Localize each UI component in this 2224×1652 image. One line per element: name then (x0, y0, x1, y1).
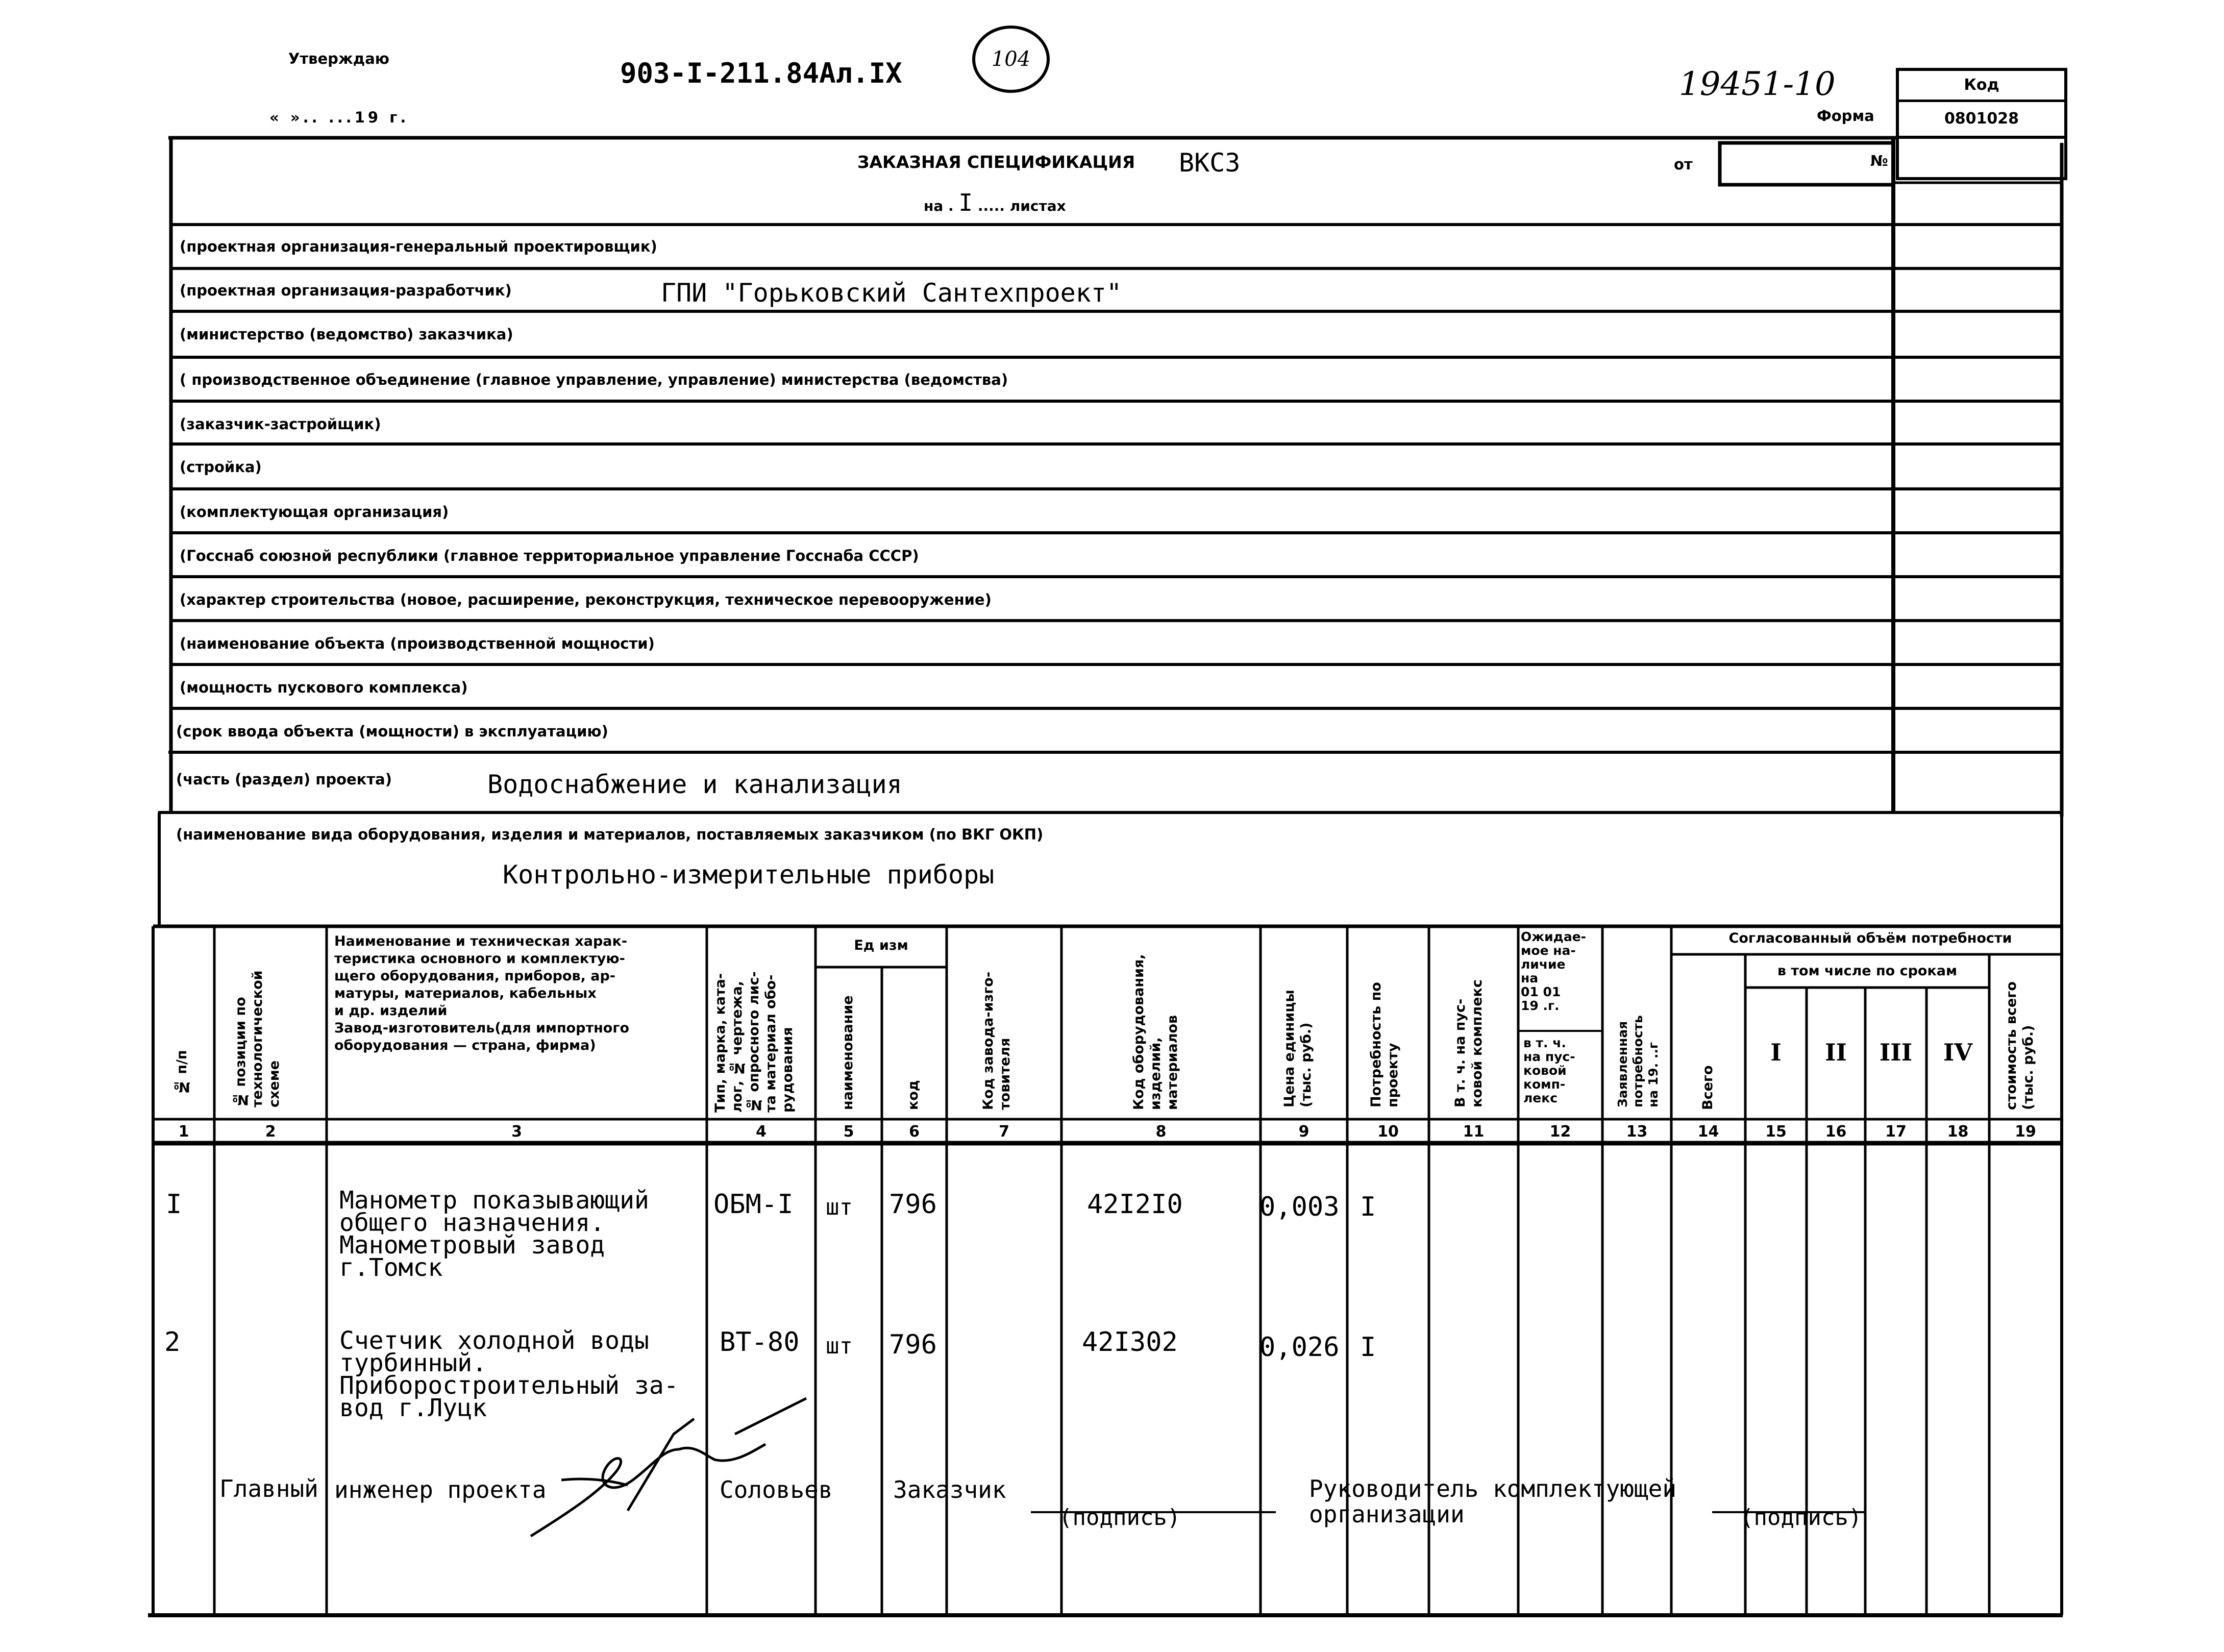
row-price: 0,026 (1259, 1332, 1340, 1363)
row-number: 2 (164, 1327, 181, 1358)
info-value-project-part: Водоснабжение и канализация (487, 770, 902, 799)
info-label-developer: (проектная организация-разработчик) (180, 282, 512, 299)
head-signature-caption: (подпись) (1740, 1505, 1862, 1531)
col-header-13: Заявленная потребность на 19. ..г (1615, 1015, 1661, 1107)
row-unit: шт (826, 1194, 853, 1220)
info-label-commissioning-date: (срок ввода объекта (мощности) в эксплуатацию) (176, 723, 608, 740)
completing-org-head-line-1: Руководитель комплектующей (1309, 1475, 1677, 1502)
col-header-agreed: Согласованный объём потребности (1728, 930, 2012, 946)
col-num-8: 8 (1155, 1123, 1167, 1141)
col-num-2: 2 (265, 1123, 276, 1141)
col-num-14: 14 (1697, 1123, 1719, 1141)
customer-label: Заказчик (893, 1476, 1006, 1503)
col-header-18: IV (1943, 1039, 1973, 1066)
col-num-12: 12 (1549, 1123, 1571, 1141)
col-num-13: 13 (1626, 1123, 1648, 1141)
col-num-19: 19 (2015, 1123, 2036, 1141)
info-label-general-designer: (проектная организация-генеральный проектировщик) (180, 238, 657, 255)
chief-engineer-label-2: инженер проекта (334, 1476, 547, 1503)
col-num-17: 17 (1885, 1123, 1907, 1141)
col-num-5: 5 (843, 1123, 854, 1141)
col-num-10: 10 (1377, 1123, 1399, 1141)
col-num-16: 16 (1825, 1123, 1847, 1141)
sheets-value: I (958, 189, 973, 216)
sheets-post: ..... листах (977, 198, 1066, 214)
info-label-project-part: (часть (раздел) проекта) (176, 771, 392, 788)
col-num-11: 11 (1463, 1123, 1485, 1141)
col-header-11: В т. ч. на пус- ковой комплекс (1452, 979, 1485, 1107)
row-unit: шт (826, 1333, 853, 1359)
row-quantity: I (1360, 1192, 1376, 1222)
completing-org-head-line-2: организации (1309, 1500, 1465, 1528)
col-num-7: 7 (999, 1123, 1009, 1141)
col-num-9: 9 (1298, 1123, 1309, 1141)
row-type: ВТ-80 (720, 1327, 800, 1358)
equipment-type-value: Контрольно-измерительные приборы (503, 860, 995, 890)
approve-date-line: « ».. ...19 г. (269, 109, 409, 126)
info-label-production-association: ( производственное объединение (главное управление, управление) министерства (ведомства) (180, 371, 1008, 388)
col-header-5: наименование (840, 995, 856, 1110)
row-equipment-code: 42I2I0 (1087, 1189, 1183, 1220)
completing-org-head (1309, 1476, 1676, 1527)
col-header-16: II (1824, 1039, 1847, 1066)
col-header-9: Цена единицы (тыс. руб.) (1281, 990, 1314, 1107)
info-label-ministry: (министерство (ведомство) заказчика) (180, 326, 513, 343)
handwritten-number: 19451-10 (1679, 65, 1836, 103)
customer-signature-caption: (подпись) (1059, 1505, 1181, 1531)
col-header-19: стоимость всего (тыс. руб.) (2004, 981, 2036, 1110)
row-type: ОБМ-I (713, 1189, 794, 1220)
info-label-construction: (стройка) (180, 458, 262, 476)
col-header-8: Код оборудования, изделий, материалов (1131, 954, 1180, 1110)
col-num-4: 4 (756, 1123, 767, 1141)
approve-label: Утверждаю (288, 50, 389, 67)
sheets-line (924, 189, 1066, 216)
col-header-by-terms: в том числе по срокам (1777, 963, 1958, 979)
col-num-18: 18 (1947, 1123, 1969, 1141)
row-unit-code: 796 (889, 1329, 937, 1360)
row-number: I (166, 1189, 182, 1220)
info-label-gossnab: (Госснаб союзной республики (главное территориальное управление Госснаба СССР) (180, 547, 919, 564)
equipment-type-label: (наименование вида оборудования, изделия и материалов, поставляемых заказчиком (по ВКГ ОКП) (176, 826, 1044, 843)
row-quantity: I (1360, 1332, 1376, 1363)
info-label-object-name: (наименование объекта (производственной мощности) (180, 635, 655, 652)
row-equipment-code: 42I302 (1082, 1327, 1178, 1358)
col-header-12b: в т. ч. на пус- ковой комп- лекс (1523, 1035, 1575, 1105)
sheets-pre: на . (924, 198, 954, 214)
chief-engineer-name: Соловьев (720, 1476, 833, 1503)
info-label-customer-developer: (заказчик-застройщик) (180, 415, 381, 433)
kod-label: Код (1899, 71, 2064, 102)
no-label: № (1870, 152, 1888, 169)
info-label-construction-type: (характер строительства (новое, расширение, реконструкция, техническое перевооружение) (180, 591, 992, 608)
col-header-17: III (1879, 1039, 1913, 1066)
info-value-developer: ГПИ "Горьковский Сантехпроект" (661, 278, 1122, 308)
col-num-3: 3 (511, 1123, 522, 1141)
forma-label: Форма (1817, 107, 1874, 125)
forma-code: 0801028 (1899, 102, 2064, 139)
row-price: 0,003 (1259, 1192, 1340, 1222)
spec-title: ЗАКАЗНАЯ СПЕЦИФИКАЦИЯ (857, 152, 1135, 172)
doc-code: 903-I-211.84Ал.IX (620, 57, 902, 89)
col-header-10: Потребность по проекту (1368, 982, 1401, 1107)
col-header-unit: Ед изм (854, 938, 908, 953)
col-num-6: 6 (909, 1123, 920, 1141)
col-num-15: 15 (1765, 1123, 1787, 1141)
col-header-6: код (905, 1080, 921, 1110)
spec-title-suffix: ВКСЗ (1179, 148, 1241, 178)
circled-number: 104 (991, 47, 1031, 71)
row-name: Манометр показывающий общего назначения. Манометровый завод г.Томск (339, 1186, 649, 1282)
col-header-4: Тип, марка, ката- лог, № чертежа, № опросного лис- та материал обо- рудования (712, 971, 796, 1113)
chief-engineer-label-1: Главный (219, 1475, 318, 1502)
col-header-14: Всего (1700, 1065, 1716, 1110)
col-header-15: I (1770, 1039, 1782, 1066)
col-num-1: 1 (178, 1123, 189, 1141)
info-label-launch-capacity: (мощность пускового комплекса) (180, 679, 468, 696)
col-header-2: № позиции по технологической схеме (233, 970, 282, 1107)
info-label-completing-org: (комплектующая организация) (180, 503, 449, 521)
row-unit-code: 796 (889, 1189, 937, 1220)
col-header-3: Наименование и техническая харак- теристика основного и комплектую- щего оборудования, приборов, ар- матуры, материалов, кабельных и др. изделий Завод-изготовитель(для импортного оборудования — страна, фирма) (334, 933, 630, 1053)
col-header-12a: Ожидае- мое на- личие на 01 01 19 .г. (1521, 929, 1587, 1013)
row-name: Счетчик холодной воды турбинный. Приборостроительный за- вод г.Луцк (339, 1326, 679, 1422)
col-header-1: № п/п (174, 1050, 190, 1095)
ot-label: от (1674, 156, 1693, 173)
col-header-7: Код завода-изго- товителя (980, 971, 1013, 1110)
